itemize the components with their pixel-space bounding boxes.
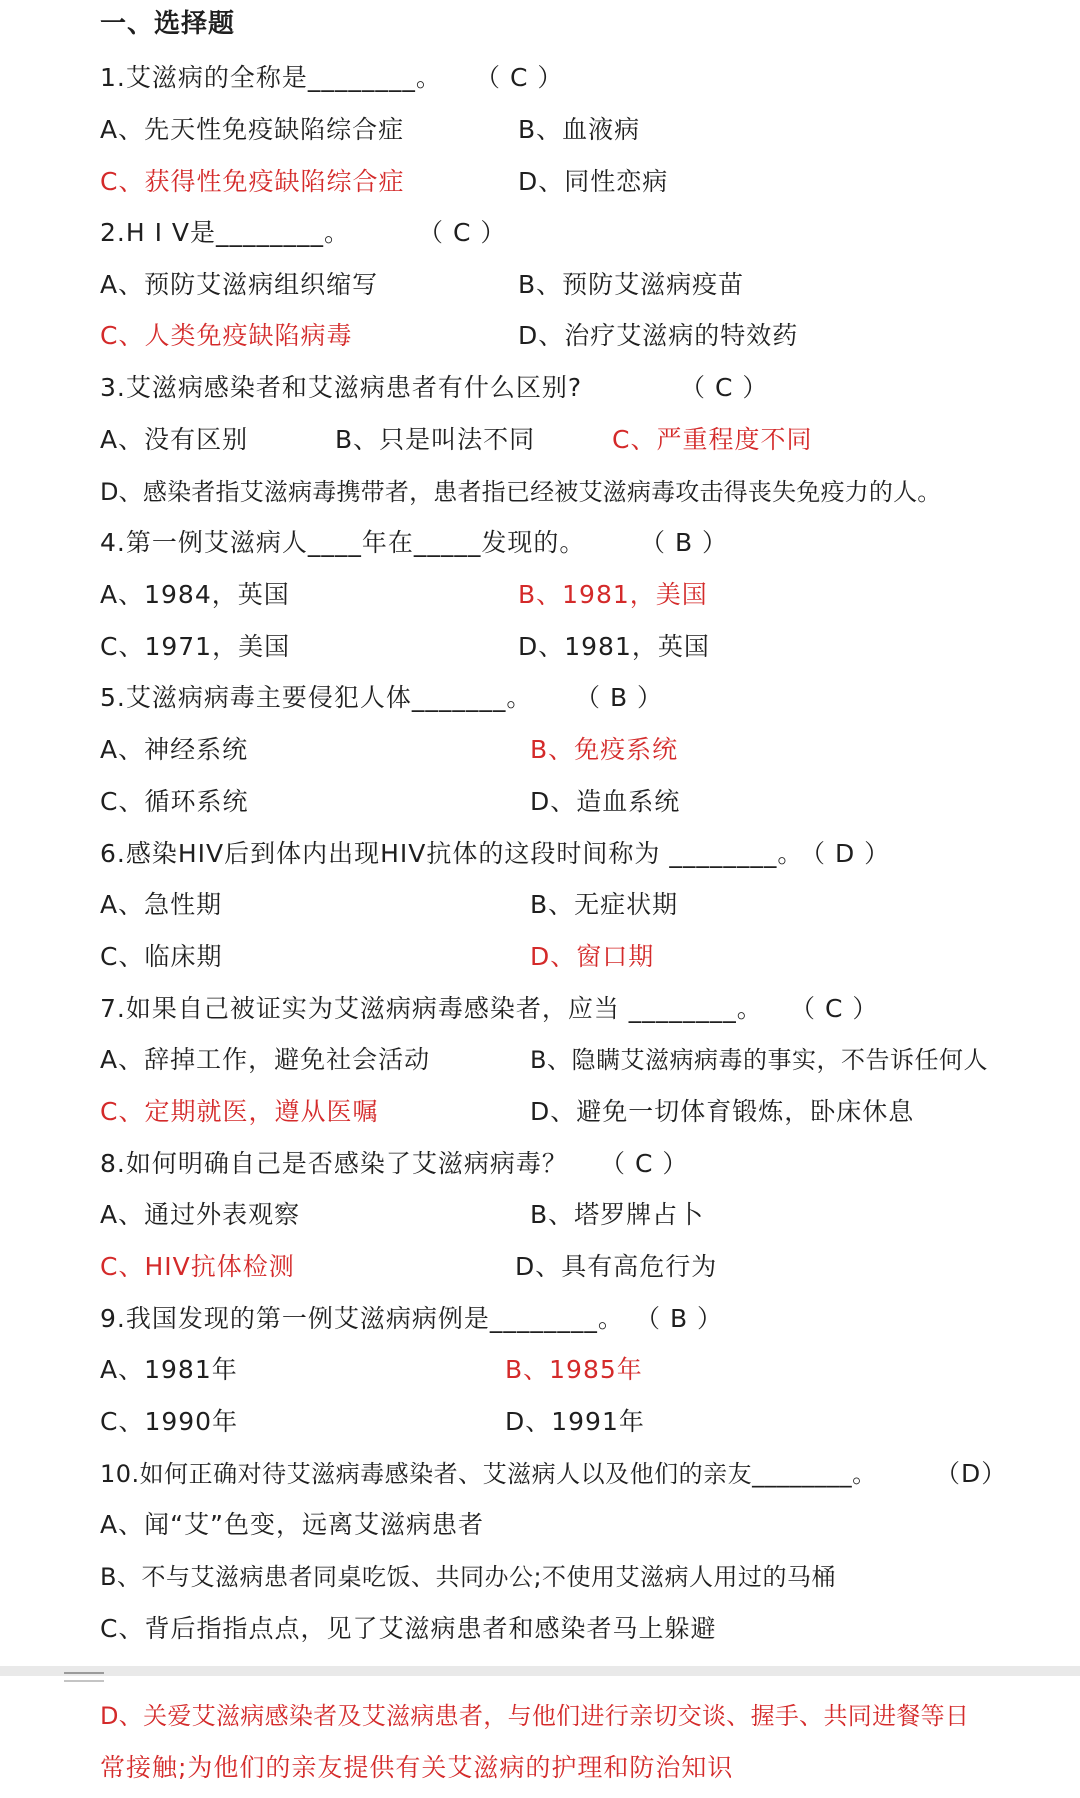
question-3-answer: （ C ） xyxy=(680,373,769,402)
question-3-option-c: C、严重程度不同 xyxy=(612,425,813,454)
question-10-option-a: A、闻“艾”色变，远离艾滋病患者 xyxy=(100,1510,485,1539)
question-1-option-a: A、先天性免疫缺陷综合症 xyxy=(100,115,405,144)
question-5-stem: 5.艾滋病病毒主要侵犯人体_______。 xyxy=(100,683,533,712)
question-8-option-c: C、HIV抗体检测 xyxy=(100,1252,295,1281)
question-6-answer: （ D ） xyxy=(800,839,891,868)
question-4-stem: 4.第一例艾滋病人____年在_____发现的。 xyxy=(100,528,586,557)
question-2-option-c: C、人类免疫缺陷病毒 xyxy=(100,321,353,350)
question-8-option-a: A、通过外表观察 xyxy=(100,1200,301,1229)
question-3-option-d: D、感染者指艾滋病毒携带者，患者指已经被艾滋病毒攻击得丧失免疫力的人。 xyxy=(100,478,942,506)
question-1-answer: （ C ） xyxy=(475,63,564,92)
question-7-option-c: C、定期就医，遵从医嘱 xyxy=(100,1097,379,1126)
question-7-option-b: B、隐瞒艾滋病病毒的事实，不告诉任何人 xyxy=(530,1046,988,1074)
question-6-option-c: C、临床期 xyxy=(100,942,223,971)
question-2-stem: 2.H I V是________。 xyxy=(100,218,351,247)
question-7-stem: 7.如果自己被证实为艾滋病病毒感染者，应当 ________。 xyxy=(100,994,763,1023)
question-8-stem: 8.如何明确自己是否感染了艾滋病病毒？ xyxy=(100,1149,568,1178)
question-7-option-a: A、辞掉工作，避免社会活动 xyxy=(100,1045,431,1074)
question-6-stem: 6.感染HIV后到体内出现HIV抗体的这段时间称为 ________。 xyxy=(100,839,804,868)
question-5-option-b: B、免疫系统 xyxy=(530,735,679,764)
question-3-option-b: B、只是叫法不同 xyxy=(335,425,536,454)
question-10-option-d-line-2: 常接触;为他们的亲友提供有关艾滋病的护理和防治知识 xyxy=(100,1753,734,1782)
question-4-answer: （ B ） xyxy=(640,528,729,557)
question-6-option-d: D、窗口期 xyxy=(530,942,655,971)
question-2-answer: （ C ） xyxy=(418,218,507,247)
question-2-option-d: D、治疗艾滋病的特效药 xyxy=(518,321,799,350)
page-break-mark-secondary xyxy=(64,1680,104,1682)
page-break-mark xyxy=(64,1672,104,1674)
question-2-option-a: A、预防艾滋病组织缩写 xyxy=(100,270,379,299)
question-9-option-d: D、1991年 xyxy=(505,1407,645,1436)
question-3-option-a: A、没有区别 xyxy=(100,425,249,454)
question-1-option-d: D、同性恋病 xyxy=(518,167,669,196)
question-9-stem: 9.我国发现的第一例艾滋病病例是________。 xyxy=(100,1304,624,1333)
question-10-option-d-line-1: D、关爱艾滋病感染者及艾滋病患者，与他们进行亲切交谈、握手、共同进餐等日 xyxy=(100,1702,970,1730)
question-7-option-d: D、避免一切体育锻炼，卧床休息 xyxy=(530,1097,915,1126)
question-4-option-b: B、1981，美国 xyxy=(518,580,708,609)
question-5-answer: （ B ） xyxy=(575,683,664,712)
question-8-option-d: D、具有高危行为 xyxy=(515,1252,718,1281)
question-6-option-b: B、无症状期 xyxy=(530,890,679,919)
question-9-answer: （ B ） xyxy=(635,1304,724,1333)
question-9-option-c: C、1990年 xyxy=(100,1407,239,1436)
question-10-option-b: B、不与艾滋病患者同桌吃饭、共同办公;不使用艾滋病人用过的马桶 xyxy=(100,1563,837,1591)
question-8-answer: （ C ） xyxy=(600,1149,689,1178)
section-heading: 一、选择题 xyxy=(100,9,236,39)
question-9-option-b: B、1985年 xyxy=(505,1355,643,1384)
question-4-option-d: D、1981，英国 xyxy=(518,632,710,661)
question-7-answer: （ C ） xyxy=(790,994,879,1023)
question-1-option-c: C、获得性免疫缺陷综合症 xyxy=(100,167,405,196)
question-10-stem: 10.如何正确对待艾滋病毒感染者、艾滋病人以及他们的亲友________。 xyxy=(100,1460,877,1488)
question-5-option-c: C、循环系统 xyxy=(100,787,249,816)
page-break-divider xyxy=(0,1666,1080,1676)
question-5-option-a: A、神经系统 xyxy=(100,735,249,764)
question-5-option-d: D、造血系统 xyxy=(530,787,681,816)
question-2-option-b: B、预防艾滋病疫苗 xyxy=(518,270,745,299)
question-4-option-c: C、1971，美国 xyxy=(100,632,291,661)
question-1-stem: 1.艾滋病的全称是________。 xyxy=(100,63,442,92)
question-3-stem: 3.艾滋病感染者和艾滋病患者有什么区别? xyxy=(100,373,583,402)
question-4-option-a: A、1984，英国 xyxy=(100,580,290,609)
question-9-option-a: A、1981年 xyxy=(100,1355,238,1384)
question-10-answer: （D） xyxy=(935,1459,1008,1488)
question-10-option-c: C、背后指指点点，见了艾滋病患者和感染者马上躲避 xyxy=(100,1614,717,1643)
question-8-option-b: B、塔罗牌占卜 xyxy=(530,1200,705,1229)
question-1-option-b: B、血液病 xyxy=(518,115,641,144)
question-6-option-a: A、急性期 xyxy=(100,890,223,919)
